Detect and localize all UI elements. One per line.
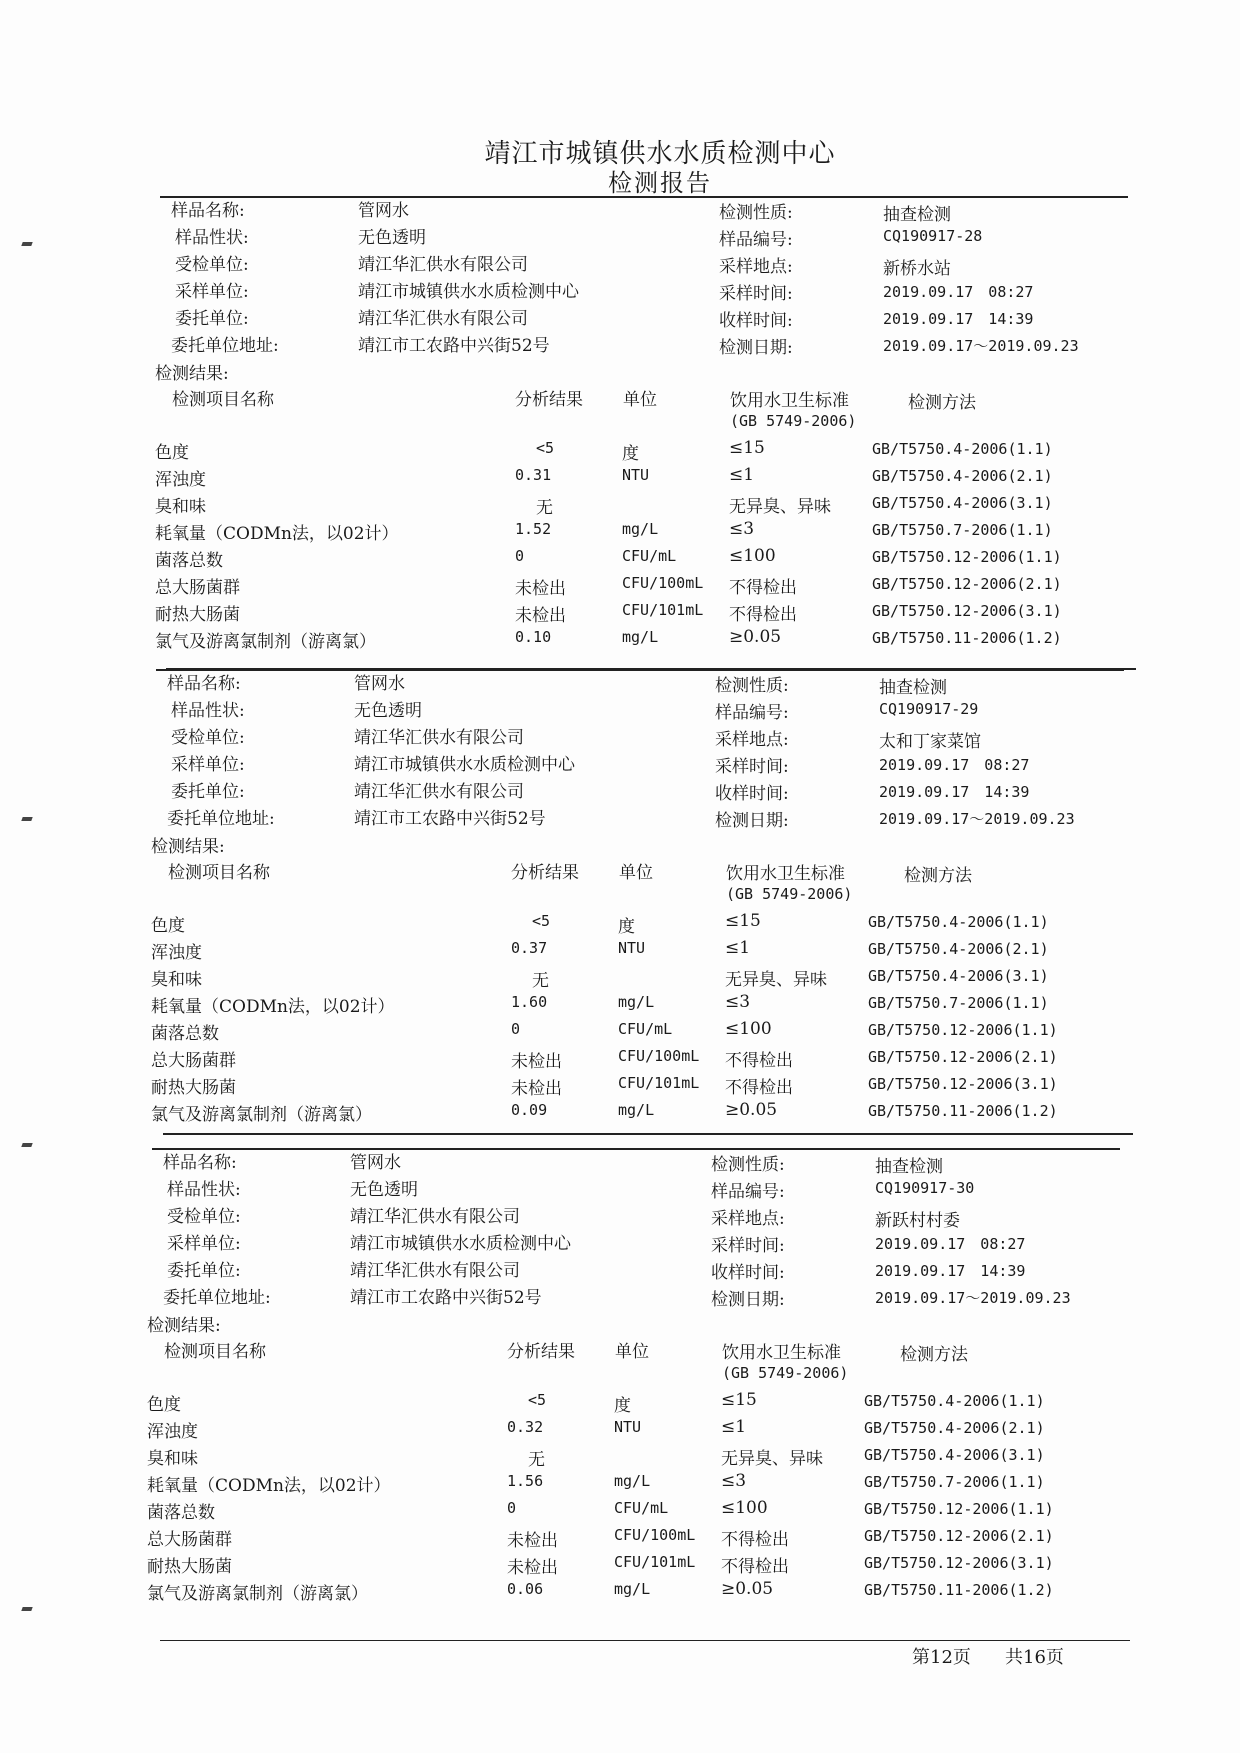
page-number: 第12页 xyxy=(912,1647,971,1668)
table-row-result: 1.56 xyxy=(507,1472,544,1490)
col-unit-header: 单位 xyxy=(615,1342,649,1362)
table-row-unit: mg/L xyxy=(622,520,659,538)
table-row-result: 0.31 xyxy=(515,466,552,484)
table-row-standard: ≥0.05 xyxy=(729,627,782,647)
table-row-unit: CFU/101mL xyxy=(614,1553,696,1571)
page-total: 共16页 xyxy=(1005,1647,1064,1668)
table-row-result: 未检出 xyxy=(515,579,566,599)
value-client_address: 靖江市工农路中兴街52号 xyxy=(350,1288,542,1308)
table-row-unit: mg/L xyxy=(618,1101,655,1119)
table-row-item: 总大肠菌群 xyxy=(151,1051,236,1071)
table-row-item: 耗氧量（CODMn法，以02计） xyxy=(147,1476,391,1496)
value-test_nature: 抽查检测 xyxy=(875,1157,943,1177)
table-row-method: GB/T5750.12-2006(3.1) xyxy=(872,602,1062,620)
table-row-method: GB/T5750.7-2006(1.1) xyxy=(872,521,1053,539)
table-row-item: 耐热大肠菌 xyxy=(155,605,240,625)
table-row-result: 1.52 xyxy=(515,520,552,538)
col-std-code: (GB 5749-2006) xyxy=(730,412,857,430)
table-row-unit: CFU/100mL xyxy=(622,574,704,592)
label-sampling_unit: 采样单位: xyxy=(171,755,245,775)
col-result-header: 分析结果 xyxy=(515,390,583,410)
table-row-result: 未检出 xyxy=(515,606,566,626)
footer-rule xyxy=(160,1640,1130,1641)
value-sampling_site: 新跃村村委 xyxy=(875,1211,960,1231)
value-sample_name: 管网水 xyxy=(354,674,405,694)
table-row-item: 菌落总数 xyxy=(151,1024,219,1044)
label-client_unit: 委托单位: xyxy=(175,309,249,329)
label-client_unit: 委托单位: xyxy=(171,782,245,802)
label-sampling_site: 采样地点: xyxy=(715,730,789,750)
table-row-item: 耐热大肠菌 xyxy=(147,1557,232,1577)
table-row-unit: 度 xyxy=(614,1396,631,1416)
label-client_address: 委托单位地址: xyxy=(163,1288,271,1308)
value-client_address: 靖江市工农路中兴街52号 xyxy=(358,336,550,356)
value-inspected_unit: 靖江华汇供水有限公司 xyxy=(358,255,528,275)
col-unit-header: 单位 xyxy=(623,390,657,410)
label-inspected_unit: 受检单位: xyxy=(167,1207,241,1227)
table-row-result: 0 xyxy=(515,547,525,565)
value-inspected_unit: 靖江华汇供水有限公司 xyxy=(350,1207,520,1227)
value-test_date: 2019.09.17～2019.09.23 xyxy=(875,1289,1071,1307)
label-test_nature: 检测性质: xyxy=(711,1155,785,1175)
value-sample_no: CQ190917-30 xyxy=(875,1179,975,1197)
table-row-unit: 度 xyxy=(622,444,639,464)
table-row-result: 未检出 xyxy=(511,1079,562,1099)
value-sample_name: 管网水 xyxy=(358,201,409,221)
table-row-item: 浑浊度 xyxy=(147,1422,198,1442)
col-std-header: 饮用水卫生标准 xyxy=(722,1343,841,1363)
table-row-unit: NTU xyxy=(618,939,646,957)
results-label: 检测结果: xyxy=(151,837,225,857)
table-row-unit: NTU xyxy=(622,466,650,484)
table-row-unit: CFU/mL xyxy=(614,1499,669,1517)
table-row-method: GB/T5750.12-2006(3.1) xyxy=(864,1554,1054,1572)
table-row-standard: ≤1 xyxy=(729,465,755,485)
table-row-item: 臭和味 xyxy=(151,970,202,990)
table-row-standard: ≤15 xyxy=(721,1390,757,1410)
table-row-standard: 不得检出 xyxy=(721,1530,789,1550)
table-row-result: <5 xyxy=(532,912,551,930)
table-row-item: 菌落总数 xyxy=(147,1503,215,1523)
value-test_nature: 抽查检测 xyxy=(879,678,947,698)
table-row-method: GB/T5750.4-2006(1.1) xyxy=(872,440,1053,458)
col-result-header: 分析结果 xyxy=(507,1342,575,1362)
label-receive_time: 收样时间: xyxy=(719,311,793,331)
value-test_nature: 抽查检测 xyxy=(883,205,951,225)
value-sample_state: 无色透明 xyxy=(358,228,426,248)
table-row-item: 总大肠菌群 xyxy=(147,1530,232,1550)
label-sampling_time: 采样时间: xyxy=(715,757,789,777)
label-sample_state: 样品性状: xyxy=(175,228,249,248)
table-row-method: GB/T5750.12-2006(2.1) xyxy=(868,1048,1058,1066)
table-row-standard: ≤15 xyxy=(725,911,761,931)
table-row-standard: ≤100 xyxy=(721,1498,768,1518)
table-row-item: 耗氧量（CODMn法，以02计） xyxy=(151,997,395,1017)
table-row-item: 色度 xyxy=(155,443,189,463)
table-row-item: 臭和味 xyxy=(147,1449,198,1469)
value-test_date: 2019.09.17～2019.09.23 xyxy=(879,810,1075,828)
table-row-standard: ≤100 xyxy=(729,546,776,566)
table-row-method: GB/T5750.4-2006(3.1) xyxy=(868,967,1049,985)
col-method-header: 检测方法 xyxy=(908,393,976,413)
value-client_unit: 靖江华汇供水有限公司 xyxy=(350,1261,520,1281)
table-row-unit: 度 xyxy=(618,917,635,937)
col-method-header: 检测方法 xyxy=(904,866,972,886)
col-result-header: 分析结果 xyxy=(511,863,579,883)
table-row-result: <5 xyxy=(528,1391,547,1409)
label-sampling_site: 采样地点: xyxy=(711,1209,785,1229)
table-row-result: 0.09 xyxy=(511,1101,548,1119)
label-sampling_unit: 采样单位: xyxy=(167,1234,241,1254)
table-row-result: 无 xyxy=(532,971,549,991)
table-row-standard: 不得检出 xyxy=(729,605,797,625)
section-rule xyxy=(163,1133,1133,1135)
table-row-method: GB/T5750.4-2006(3.1) xyxy=(872,494,1053,512)
label-test_date: 检测日期: xyxy=(715,811,789,831)
value-inspected_unit: 靖江华汇供水有限公司 xyxy=(354,728,524,748)
table-row-method: GB/T5750.4-2006(1.1) xyxy=(868,913,1049,931)
label-sampling_time: 采样时间: xyxy=(719,284,793,304)
table-row-unit: NTU xyxy=(614,1418,642,1436)
report-org-title: 靖江市城镇供水水质检测中心 xyxy=(484,139,836,169)
col-item-header: 检测项目名称 xyxy=(172,390,274,410)
table-row-item: 氯气及游离氯制剂（游离氯） xyxy=(151,1105,372,1125)
table-row-unit: CFU/101mL xyxy=(618,1074,700,1092)
punch-mark xyxy=(21,1607,32,1611)
value-sample_state: 无色透明 xyxy=(350,1180,418,1200)
value-receive_time: 2019.09.17 14:39 xyxy=(879,783,1030,801)
table-row-method: GB/T5750.11-2006(1.2) xyxy=(868,1102,1058,1120)
col-item-header: 检测项目名称 xyxy=(164,1342,266,1362)
table-row-standard: ≤100 xyxy=(725,1019,772,1039)
table-row-unit: mg/L xyxy=(614,1472,651,1490)
table-row-standard: 无异臭、异味 xyxy=(729,497,831,517)
table-row-result: 无 xyxy=(536,498,553,518)
label-client_address: 委托单位地址: xyxy=(171,336,279,356)
sample-section xyxy=(147,1130,1152,1604)
table-row-unit: CFU/mL xyxy=(618,1020,673,1038)
table-row-method: GB/T5750.7-2006(1.1) xyxy=(864,1473,1045,1491)
punch-mark xyxy=(21,242,32,246)
table-row-item: 菌落总数 xyxy=(155,551,223,571)
table-row-result: 1.60 xyxy=(511,993,548,1011)
label-receive_time: 收样时间: xyxy=(711,1263,785,1283)
table-row-item: 氯气及游离氯制剂（游离氯） xyxy=(147,1584,368,1604)
label-client_address: 委托单位地址: xyxy=(167,809,275,829)
label-receive_time: 收样时间: xyxy=(715,784,789,804)
table-row-item: 氯气及游离氯制剂（游离氯） xyxy=(155,632,376,652)
section-rule xyxy=(166,668,1136,670)
table-row-method: GB/T5750.7-2006(1.1) xyxy=(868,994,1049,1012)
value-sample_no: CQ190917-28 xyxy=(883,227,983,245)
table-row-method: GB/T5750.12-2006(2.1) xyxy=(864,1527,1054,1545)
table-row-standard: 无异臭、异味 xyxy=(725,970,827,990)
value-client_unit: 靖江华汇供水有限公司 xyxy=(358,309,528,329)
label-sample_no: 样品编号: xyxy=(715,703,789,723)
table-row-unit: CFU/100mL xyxy=(618,1047,700,1065)
table-row-result: 未检出 xyxy=(507,1531,558,1551)
label-client_unit: 委托单位: xyxy=(167,1261,241,1281)
table-row-standard: ≤1 xyxy=(721,1417,747,1437)
table-row-standard: 不得检出 xyxy=(729,578,797,598)
punch-mark xyxy=(21,817,32,821)
value-sample_no: CQ190917-29 xyxy=(879,700,979,718)
table-row-method: GB/T5750.12-2006(1.1) xyxy=(872,548,1062,566)
table-row-standard: ≤1 xyxy=(725,938,751,958)
table-row-method: GB/T5750.11-2006(1.2) xyxy=(864,1581,1054,1599)
table-row-result: 0 xyxy=(507,1499,517,1517)
col-std-code: (GB 5749-2006) xyxy=(726,885,853,903)
table-row-result: 未检出 xyxy=(507,1558,558,1578)
table-row-method: GB/T5750.12-2006(1.1) xyxy=(864,1500,1054,1518)
value-receive_time: 2019.09.17 14:39 xyxy=(875,1262,1026,1280)
table-row-method: GB/T5750.12-2006(2.1) xyxy=(872,575,1062,593)
label-sample_no: 样品编号: xyxy=(719,230,793,250)
table-row-item: 色度 xyxy=(147,1395,181,1415)
table-row-result: 0 xyxy=(511,1020,521,1038)
table-row-method: GB/T5750.4-2006(2.1) xyxy=(864,1419,1045,1437)
label-sampling_time: 采样时间: xyxy=(711,1236,785,1256)
label-sample_name: 样品名称: xyxy=(163,1153,237,1173)
table-row-unit: mg/L xyxy=(618,993,655,1011)
results-label: 检测结果: xyxy=(147,1316,221,1336)
table-row-result: 未检出 xyxy=(511,1052,562,1072)
value-sampling_time: 2019.09.17 08:27 xyxy=(875,1235,1026,1253)
label-test_date: 检测日期: xyxy=(711,1290,785,1310)
table-row-standard: 不得检出 xyxy=(725,1078,793,1098)
section-rule xyxy=(160,196,1128,198)
label-test_date: 检测日期: xyxy=(719,338,793,358)
value-sampling_time: 2019.09.17 08:27 xyxy=(883,283,1034,301)
table-row-unit: mg/L xyxy=(614,1580,651,1598)
col-item-header: 检测项目名称 xyxy=(168,863,270,883)
label-sample_state: 样品性状: xyxy=(171,701,245,721)
label-test_nature: 检测性质: xyxy=(715,676,789,696)
label-sampling_unit: 采样单位: xyxy=(175,282,249,302)
table-row-item: 耐热大肠菌 xyxy=(151,1078,236,1098)
value-sampling_site: 新桥水站 xyxy=(883,259,951,279)
table-row-standard: 无异臭、异味 xyxy=(721,1449,823,1469)
table-row-standard: ≤3 xyxy=(721,1471,747,1491)
label-sampling_site: 采样地点: xyxy=(719,257,793,277)
table-row-unit: CFU/mL xyxy=(622,547,677,565)
value-sampling_unit: 靖江市城镇供水水质检测中心 xyxy=(358,282,579,302)
label-sample_state: 样品性状: xyxy=(167,1180,241,1200)
value-sampling_time: 2019.09.17 08:27 xyxy=(879,756,1030,774)
table-row-unit: CFU/100mL xyxy=(614,1526,696,1544)
value-test_date: 2019.09.17～2019.09.23 xyxy=(883,337,1079,355)
value-sample_state: 无色透明 xyxy=(354,701,422,721)
punch-mark xyxy=(21,1143,32,1147)
table-row-item: 浑浊度 xyxy=(155,470,206,490)
value-sample_name: 管网水 xyxy=(350,1153,401,1173)
results-label: 检测结果: xyxy=(155,364,229,384)
table-row-method: GB/T5750.4-2006(2.1) xyxy=(868,940,1049,958)
label-inspected_unit: 受检单位: xyxy=(175,255,249,275)
table-row-standard: 不得检出 xyxy=(725,1051,793,1071)
col-unit-header: 单位 xyxy=(619,863,653,883)
col-std-header: 饮用水卫生标准 xyxy=(730,391,849,411)
table-row-result: 0.32 xyxy=(507,1418,544,1436)
report-title: 检测报告 xyxy=(608,169,712,197)
value-receive_time: 2019.09.17 14:39 xyxy=(883,310,1034,328)
value-sampling_unit: 靖江市城镇供水水质检测中心 xyxy=(350,1234,571,1254)
table-row-method: GB/T5750.12-2006(3.1) xyxy=(868,1075,1058,1093)
table-row-result: 0.06 xyxy=(507,1580,544,1598)
value-sampling_site: 太和丁家菜馆 xyxy=(879,732,981,752)
table-row-item: 浑浊度 xyxy=(151,943,202,963)
table-row-unit: CFU/101mL xyxy=(622,601,704,619)
table-row-standard: ≥0.05 xyxy=(725,1100,778,1120)
col-std-header: 饮用水卫生标准 xyxy=(726,864,845,884)
label-test_nature: 检测性质: xyxy=(719,203,793,223)
table-row-result: 无 xyxy=(528,1450,545,1470)
table-row-item: 总大肠菌群 xyxy=(155,578,240,598)
value-client_unit: 靖江华汇供水有限公司 xyxy=(354,782,524,802)
table-row-item: 臭和味 xyxy=(155,497,206,517)
value-sampling_unit: 靖江市城镇供水水质检测中心 xyxy=(354,755,575,775)
sample-section xyxy=(155,178,1160,652)
table-row-standard: 不得检出 xyxy=(721,1557,789,1577)
label-inspected_unit: 受检单位: xyxy=(171,728,245,748)
table-row-standard: ≤3 xyxy=(729,519,755,539)
table-row-method: GB/T5750.12-2006(1.1) xyxy=(868,1021,1058,1039)
col-method-header: 检测方法 xyxy=(900,1345,968,1365)
label-sample_no: 样品编号: xyxy=(711,1182,785,1202)
table-row-standard: ≥0.05 xyxy=(721,1579,774,1599)
table-row-result: 0.10 xyxy=(515,628,552,646)
label-sample_name: 样品名称: xyxy=(171,201,245,221)
table-row-method: GB/T5750.11-2006(1.2) xyxy=(872,629,1062,647)
table-row-method: GB/T5750.4-2006(3.1) xyxy=(864,1446,1045,1464)
table-row-method: GB/T5750.4-2006(1.1) xyxy=(864,1392,1045,1410)
table-row-unit: mg/L xyxy=(622,628,659,646)
table-row-standard: ≤15 xyxy=(729,438,765,458)
table-row-result: 0.37 xyxy=(511,939,548,957)
table-row-item: 耗氧量（CODMn法，以02计） xyxy=(155,524,399,544)
table-row-standard: ≤3 xyxy=(725,992,751,1012)
table-row-item: 色度 xyxy=(151,916,185,936)
section-rule xyxy=(152,1148,1120,1150)
col-std-code: (GB 5749-2006) xyxy=(722,1364,849,1382)
table-row-result: <5 xyxy=(536,439,555,457)
sample-section xyxy=(151,651,1156,1125)
table-row-method: GB/T5750.4-2006(2.1) xyxy=(872,467,1053,485)
label-sample_name: 样品名称: xyxy=(167,674,241,694)
value-client_address: 靖江市工农路中兴街52号 xyxy=(354,809,546,829)
